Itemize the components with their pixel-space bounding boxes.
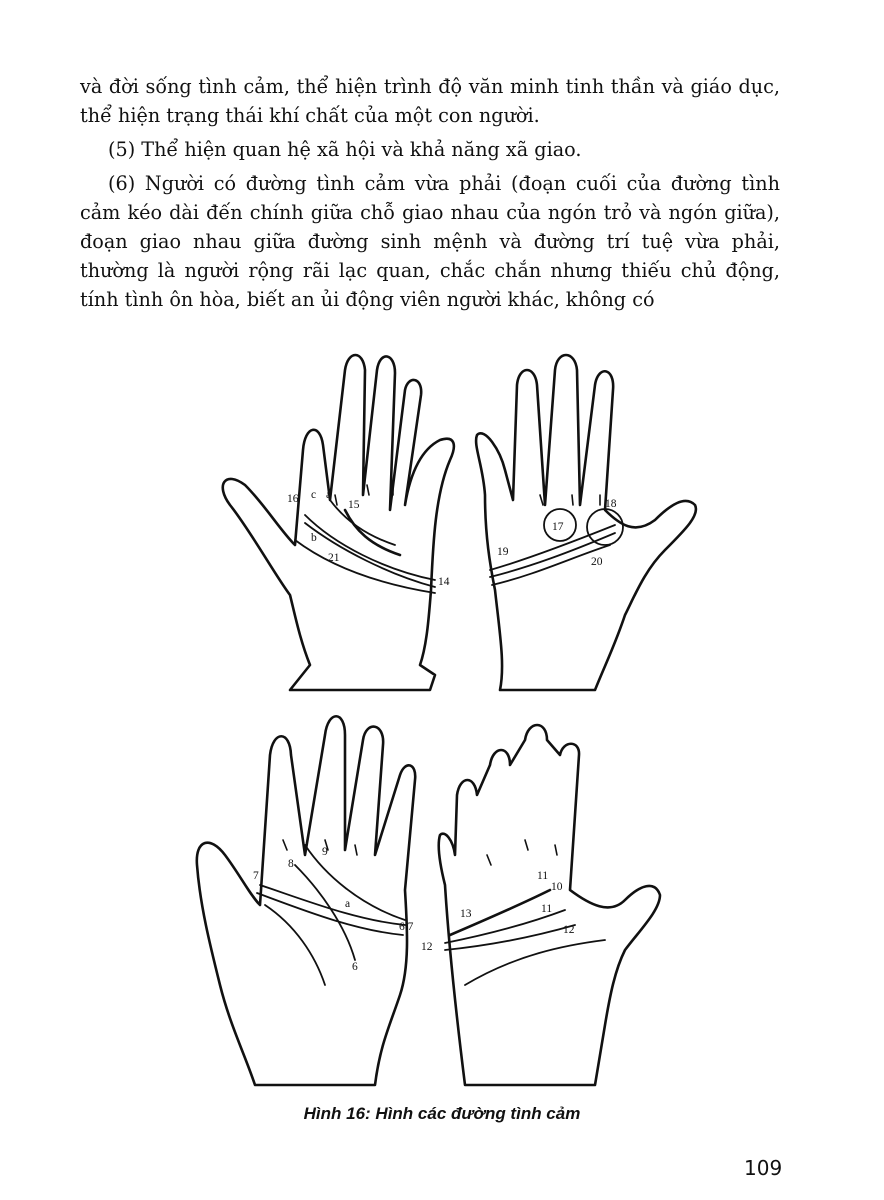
label-b: b [311,532,317,544]
label-11-2: 12 [421,941,433,953]
hand-top-right [476,355,696,690]
body-text [80,72,780,314]
label-17: 17 [552,521,564,533]
label-6: 6 [352,961,358,973]
label-19: 19 [497,546,509,558]
label-8: 8 [288,858,294,870]
label-18: 18 [605,498,617,510]
label-11: 11 [537,870,549,882]
label-a-2: a [345,898,351,910]
paragraph-1: và đời sống tình cảm, thể hiện trình độ văn minh tinh thần và giáo dục, thể hiện trạng thái khí chất của một con người. [80,75,780,127]
label-9: 9 [322,846,328,858]
label-c: c [311,489,317,501]
label-15: 15 [348,499,360,511]
label-10: 10 [551,881,563,893]
hand-top-left [223,355,454,690]
label-12: 11 [541,903,553,915]
hand-bottom-left [197,716,415,1085]
label-16: 16 [287,493,299,505]
page-number: 109 [744,1156,783,1180]
label-6-7: 6 7 [399,921,414,933]
label-20: 20 [591,556,603,568]
palm-illustration [195,345,705,1095]
palm-lines-figure [195,345,705,1095]
label-21: 21 [328,552,340,564]
label-12-2: 12 [563,924,575,936]
label-7: 7 [253,870,259,882]
paragraph-2: (5) Thể hiện quan hệ xã hội và khả năng xã giao. [108,138,582,161]
label-13: 13 [460,908,472,920]
figure-caption: Hình 16: Hình các đường tình cảm [303,1104,581,1123]
label-a: a [326,489,332,501]
label-14: 14 [438,576,450,588]
paragraph-3: (6) Người có đường tình cảm vừa phải (đoạn cuối của đường tình cảm kéo dài đến chính giữa chỗ giao nhau của ngón trỏ và ngón giữa), đoạn giao nhau giữa đường sinh mệnh và đường trí tuệ vừa phải, thường là người rộng rãi lạc quan, chắc chắn nhưng thiếu chủ động, tính tình ôn hòa, biết an ủi động viên người khác, không có [80,172,780,311]
